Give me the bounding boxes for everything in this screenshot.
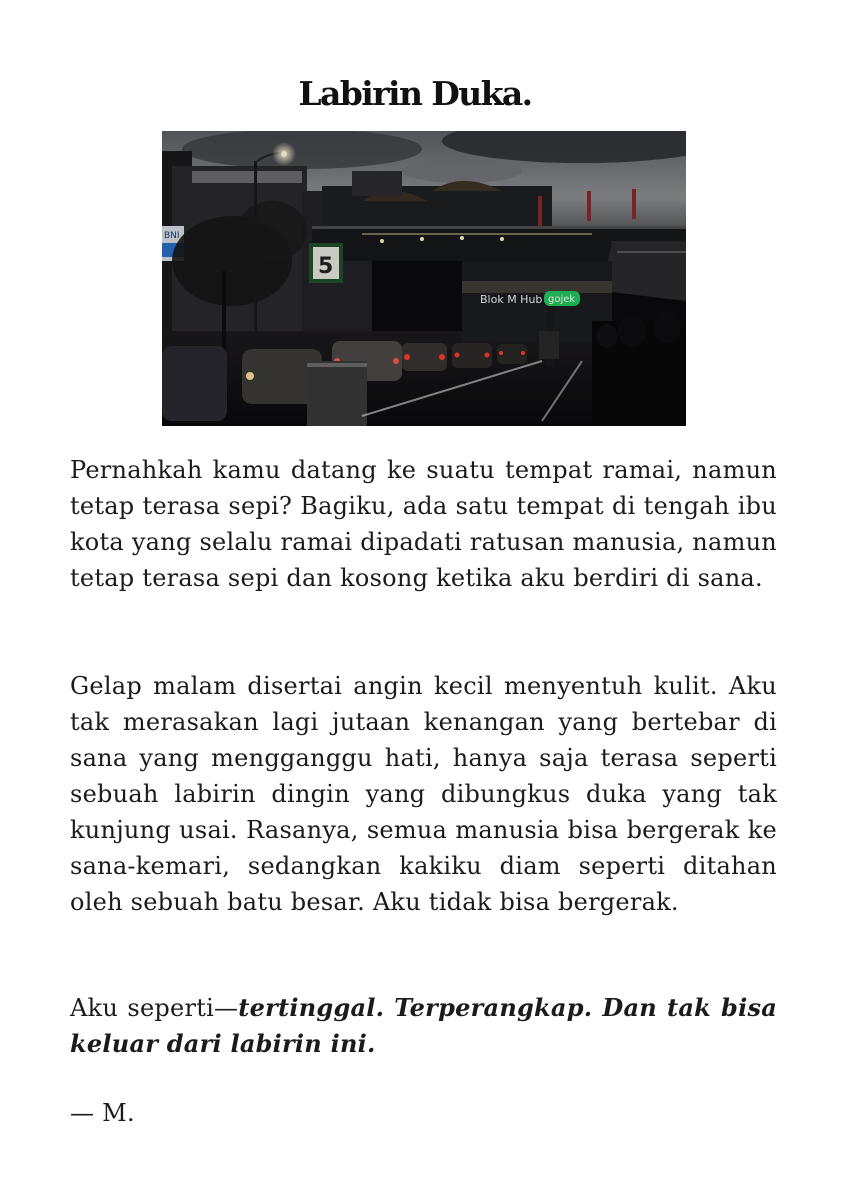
speed-sign: 5 — [318, 254, 334, 279]
paragraph-2: Gelap malam disertai angin kecil menyentuh kulit. Aku tak merasakan lagi jutaan kenangan yang bertebar di sana yang mengganggu hati, hanya saja terasa seperti sebuah labirin dingin yang dibungkus duka yang tak kunjung usai. Rasanya, semua manusia bisa bergerak ke sana-kemari, sedangkan kakiku diam seperti ditahan oleh sebuah batu besar. Aku tidak bisa bergerak. — [70, 672, 777, 916]
street-night-photo — [162, 131, 686, 426]
page-title: Labirin Duka. — [298, 74, 532, 113]
bni-sign: BNI — [164, 231, 180, 241]
hub-sign: Blok M Hub — [480, 293, 543, 306]
paragraph-1: Pernahkah kamu datang ke suatu tempat ramai, namun tetap terasa sepi? Bagiku, ada satu tempat di tengah ibu kota yang selalu ramai dipadati ratusan manusia, namun tetap terasa sepi dan kosong ketika aku berdiri di sana. — [70, 456, 777, 592]
signature: — M. — [70, 1099, 135, 1127]
closing-emphasis-text: tertinggal. Terperangkap. Dan tak bisa keluar dari labirin ini. — [70, 993, 778, 1058]
gojek-sign: gojek — [548, 294, 576, 305]
closing-paragraph — [70, 990, 777, 1062]
closing-plain-text: Aku seperti— — [70, 994, 239, 1022]
